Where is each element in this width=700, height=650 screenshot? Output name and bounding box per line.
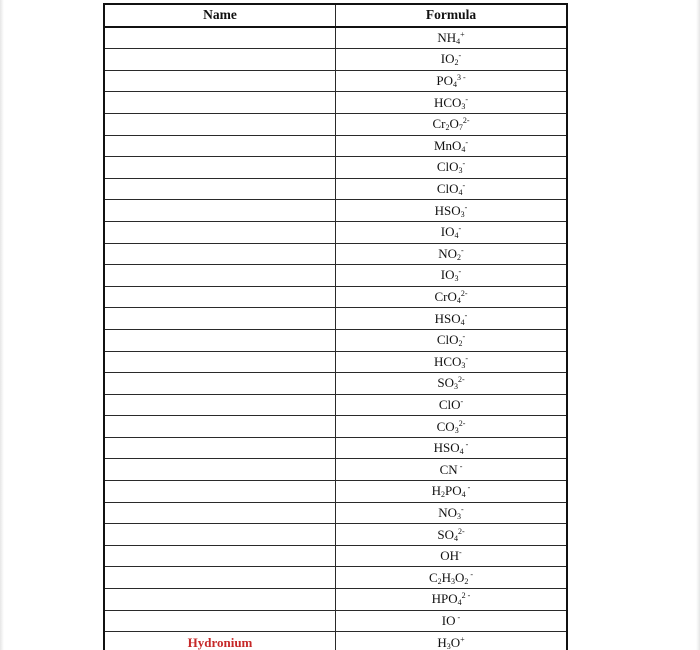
ion-name-cell[interactable] [104, 567, 336, 589]
ion-name-cell[interactable] [104, 70, 336, 92]
formula-symbol: NO [438, 504, 458, 520]
formula-subscript: 4 [457, 598, 462, 608]
ion-name-cell[interactable] [104, 351, 336, 373]
formula-charge: - [465, 137, 469, 147]
table-row [104, 49, 567, 71]
formula-symbol: H [441, 569, 451, 585]
formula-subscript: 3 [451, 576, 455, 586]
table-row [104, 481, 567, 503]
formula-charge: - [458, 51, 462, 61]
ion-formula-cell [336, 243, 568, 265]
formula-symbol: MnO [433, 137, 462, 153]
formula-charge: - [458, 224, 462, 234]
formula-symbol: ClO [436, 181, 459, 197]
table-row [104, 135, 567, 157]
formula-symbol: HSO [434, 310, 461, 326]
formula-symbol: ClO [436, 332, 459, 348]
formula-subscript: 3 [458, 166, 463, 176]
ion-name-cell[interactable] [104, 524, 336, 546]
formula-symbol: O [450, 634, 461, 650]
formula-subscript: 3 [446, 641, 451, 650]
formula-charge: + [460, 29, 465, 39]
ion-name-cell[interactable] [104, 27, 336, 49]
table-row [104, 178, 567, 200]
formula-charge: 2- [458, 418, 466, 428]
formula-symbol: PO [445, 483, 462, 499]
formula-symbol: HCO [433, 353, 462, 369]
formula-subscript: 4 [461, 490, 466, 500]
ion-formula-cell [336, 502, 568, 524]
formula-charge: - [459, 548, 462, 558]
formula-symbol: NH [437, 29, 457, 45]
formula-charge: 2- [462, 116, 470, 126]
page-shadow-left [0, 0, 4, 650]
table-row [104, 200, 567, 222]
formula-symbol: PO [436, 73, 453, 89]
formula-subscript: 4 [456, 36, 461, 46]
formula-symbol: ClO [436, 159, 459, 175]
table-row [104, 589, 567, 611]
page-shadow-right [696, 0, 700, 650]
formula-subscript: 4 [454, 231, 459, 241]
formula-symbol: HCO [433, 94, 462, 110]
ion-name-cell[interactable] [104, 437, 336, 459]
ion-name-cell[interactable] [104, 92, 336, 114]
ion-formula-cell [336, 481, 568, 503]
formula-subscript: 3 [461, 101, 466, 111]
formula-subscript: 7 [458, 123, 463, 133]
formula-subscript: 3 [461, 360, 466, 370]
ion-name-cell[interactable] [104, 459, 336, 481]
table-header-row [104, 4, 567, 27]
ion-name-cell[interactable] [104, 200, 336, 222]
table-row [104, 351, 567, 373]
ion-name-cell[interactable] [104, 373, 336, 395]
table-row [104, 265, 567, 287]
formula-charge: - [465, 94, 469, 104]
formula-symbol: CN [439, 461, 458, 477]
formula-subscript: 2 [441, 490, 446, 500]
ion-formula-cell [336, 437, 568, 459]
formula-charge: - [462, 181, 466, 191]
formula-symbol: H [431, 483, 442, 499]
table-row [104, 70, 567, 92]
ion-name-cell[interactable] [104, 308, 336, 330]
formula-charge: 2- [457, 526, 465, 536]
table-row [104, 545, 567, 567]
formula-symbol: IO [440, 224, 455, 240]
table-row [104, 113, 567, 135]
formula-subscript: 2 [445, 123, 450, 133]
ion-formula-cell [336, 416, 568, 438]
formula-symbol: O [449, 116, 459, 132]
formula-charge: - [458, 267, 462, 277]
formula-symbol: Cr [432, 116, 446, 132]
formula-subscript: 3 [454, 274, 459, 284]
ion-name-cell[interactable] [104, 416, 336, 438]
formula-subscript: 2 [458, 339, 463, 349]
table-row [104, 92, 567, 114]
ion-formula-cell [336, 524, 568, 546]
ion-name-cell[interactable] [104, 178, 336, 200]
ion-name-cell[interactable]: Hydronium [104, 632, 336, 650]
formula-charge: - [455, 612, 461, 622]
formula-symbol: IO [441, 612, 456, 628]
table-row [104, 524, 567, 546]
table-row [104, 632, 567, 650]
ion-name-formula-table [103, 3, 568, 650]
formula-charge: - [461, 504, 464, 514]
formula-subscript: 4 [459, 447, 464, 457]
formula-subscript: 3 [460, 209, 465, 219]
ion-formula-cell [336, 135, 568, 157]
formula-subscript: 4 [453, 533, 458, 543]
formula-subscript: 2 [464, 576, 469, 586]
formula-charge: - [464, 310, 468, 320]
ion-formula-cell [336, 200, 568, 222]
table-row [104, 157, 567, 179]
ion-name-cell[interactable] [104, 589, 336, 611]
table-row [104, 416, 567, 438]
ion-name-cell[interactable] [104, 481, 336, 503]
formula-symbol: H [437, 634, 447, 650]
formula-subscript: 2 [457, 252, 462, 262]
table-row [104, 437, 567, 459]
ion-name-cell[interactable] [104, 502, 336, 524]
formula-symbol: CO [436, 418, 455, 434]
ion-formula-cell [336, 286, 568, 308]
formula-symbol: NO [438, 245, 458, 261]
table-row [104, 286, 567, 308]
ion-formula-cell [336, 221, 568, 243]
formula-charge: - [462, 332, 466, 342]
formula-charge: 2- [460, 289, 468, 299]
ion-formula-cell [336, 308, 568, 330]
formula-symbol: CrO [434, 289, 457, 305]
formula-subscript: 4 [452, 80, 457, 90]
ion-formula-cell [336, 92, 568, 114]
table-row [104, 567, 567, 589]
formula-symbol: OH [440, 548, 460, 564]
formula-charge: - [460, 396, 464, 406]
ion-formula-cell [336, 329, 568, 351]
formula-subscript: 4 [458, 188, 463, 198]
formula-symbol: ClO [438, 396, 461, 412]
table-row [104, 308, 567, 330]
formula-subscript: 3 [457, 511, 462, 521]
formula-charge: - [464, 202, 468, 212]
formula-subscript: 4 [461, 144, 466, 154]
table-body [104, 27, 567, 650]
table-row [104, 221, 567, 243]
formula-subscript: 4 [456, 296, 461, 306]
table-row [104, 243, 567, 265]
ion-formula-cell [336, 113, 568, 135]
formula-symbol: HPO [431, 591, 458, 607]
formula-subscript: 2 [454, 58, 459, 68]
ion-formula-cell [336, 157, 568, 179]
formula-symbol: HSO [433, 440, 460, 456]
formula-symbol: SO [437, 375, 454, 391]
table-row [104, 329, 567, 351]
ion-formula-cell [336, 178, 568, 200]
ion-formula-cell [336, 632, 568, 650]
formula-charge: + [460, 634, 465, 644]
ion-name-cell[interactable] [104, 157, 336, 179]
formula-symbol: HSO [434, 202, 461, 218]
ion-name-cell[interactable] [104, 394, 336, 416]
formula-symbol: C [428, 569, 438, 585]
formula-charge: 2- [457, 375, 465, 385]
formula-symbol: IO [440, 51, 455, 67]
formula-charge: 3 - [456, 73, 466, 83]
formula-symbol: O [455, 569, 465, 585]
table-row [104, 610, 567, 632]
ion-formula-cell [336, 545, 568, 567]
ion-formula-cell [336, 610, 568, 632]
ion-name-cell[interactable] [104, 243, 336, 265]
ion-name-cell[interactable] [104, 265, 336, 287]
ion-formula-cell [336, 70, 568, 92]
table-row [104, 27, 567, 49]
formula-charge: - [468, 569, 474, 579]
ion-formula-cell [336, 567, 568, 589]
ion-name-cell[interactable] [104, 545, 336, 567]
formula-charge: - [462, 159, 466, 169]
formula-symbol: SO [437, 526, 454, 542]
ion-name-cell[interactable] [104, 49, 336, 71]
table-row [104, 459, 567, 481]
table-row [104, 502, 567, 524]
formula-subscript: 3 [454, 425, 459, 435]
ion-name-cell[interactable] [104, 286, 336, 308]
table-row [104, 394, 567, 416]
formula-subscript: 4 [460, 317, 465, 327]
formula-charge: - [465, 353, 469, 363]
formula-column-header: Formula [336, 4, 568, 27]
formula-charge: - [465, 483, 471, 493]
formula-symbol: IO [440, 267, 455, 283]
ion-formula-cell [336, 373, 568, 395]
name-column-header: Name [104, 4, 336, 27]
ion-formula-cell [336, 49, 568, 71]
ion-formula-cell [336, 589, 568, 611]
ion-name-cell[interactable] [104, 135, 336, 157]
ion-formula-cell [336, 459, 568, 481]
ion-formula-cell [336, 27, 568, 49]
formula-subscript: 2 [437, 576, 442, 586]
ion-name-cell[interactable] [104, 113, 336, 135]
ion-formula-cell [336, 351, 568, 373]
ion-formula-cell [336, 265, 568, 287]
formula-subscript: 3 [453, 382, 458, 392]
ion-name-cell[interactable] [104, 329, 336, 351]
ion-formula-cell [336, 394, 568, 416]
formula-charge: - [461, 245, 464, 255]
table-row [104, 373, 567, 395]
formula-charge: - [463, 440, 469, 450]
ion-name-cell[interactable] [104, 221, 336, 243]
formula-charge: - [457, 461, 463, 471]
formula-charge: 2 - [461, 591, 471, 601]
ion-name-cell[interactable] [104, 610, 336, 632]
